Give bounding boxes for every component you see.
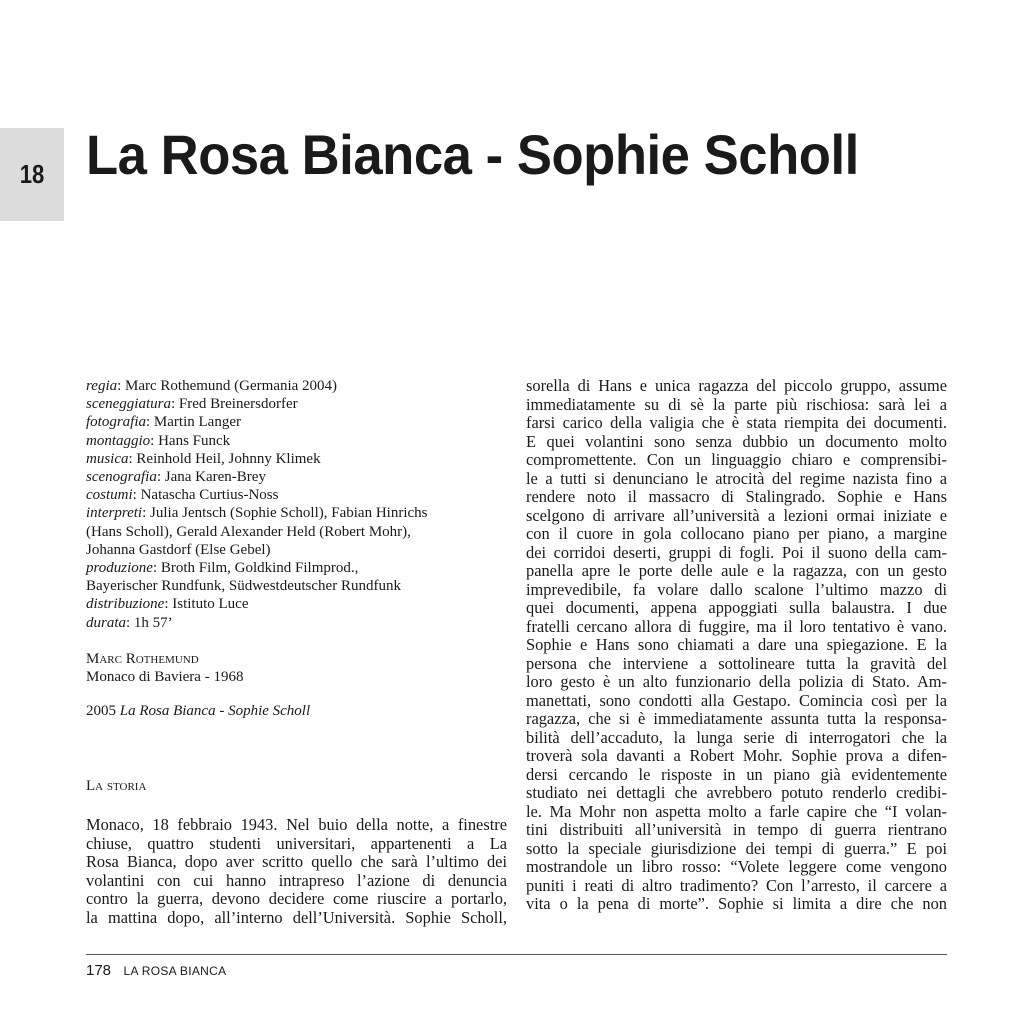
text-line: scelgono di arrivare all’università a lezioni ormai iniziate e [526, 505, 947, 525]
text-line: loro gesto è un alto funzionario della polizia di Stato. Am- [526, 672, 947, 691]
body-text-left-column [86, 816, 507, 927]
text-line: bilità dell’accaduto, la lunga serie di interrogatori che la [526, 727, 947, 747]
credit-role: montaggio [86, 432, 151, 449]
credit-role: distribuzione [86, 596, 165, 613]
text-line: sorella di Hans e unica ragazza del piccolo gruppo, assume [526, 376, 947, 395]
text-line: sotto la speciale giurisdizione dei tempi di guerra.” E poi [526, 838, 947, 858]
text-line: la mattina dopo, all’interno dell’Università. Sophie Scholl, [86, 907, 507, 927]
credit-role: sceneggiatura [86, 396, 171, 413]
credit-value: : Jana Karen-Brey [156, 469, 266, 486]
text-line: le. Ma Mohr non aspetta molto a farle capire che “I volan- [526, 801, 947, 821]
filmography-entry [86, 703, 310, 720]
credit-value: : Marc Rothemund (Germania 2004) [117, 378, 338, 394]
text-line: Rosa Bianca, dopo aver scritto quello che sarà l’ultimo dei [86, 852, 507, 871]
credit-role: produzione [86, 560, 153, 577]
text-line: E quei volantini sono senza dubbio un documento molto [526, 431, 947, 451]
text-line: troverà sola davanti a Robert Mohr. Sophie prova a difen- [526, 746, 947, 765]
filmography-film: La Rosa Bianca - Sophie Scholl [119, 703, 311, 719]
text-line: tini distribuiti all’università in tempo di guerra rientrano [526, 820, 947, 839]
credit-row [86, 377, 506, 395]
credit-row [86, 395, 506, 413]
credit-value: : Fred Breinersdorfer [170, 396, 298, 413]
section-heading: La storia [86, 778, 147, 794]
text-line: contro la guerra, devono decidere come riuscire a portarlo, [86, 889, 507, 908]
director-name: Marc Rothemund [86, 651, 199, 667]
credit-row [86, 523, 506, 541]
film-credits [86, 377, 506, 632]
credit-row [86, 486, 506, 504]
page-number: 178 [86, 962, 112, 979]
text-line: studiato nei dettagli che avrebbero potuto renderlo credibi- [526, 783, 947, 802]
credit-role: interpreti [86, 505, 143, 522]
text-line: le a tutti si denunciano le atrocità del regime nazista fino a [526, 468, 947, 488]
text-line: con il cuore in gola collocano piano per piano, a margine [526, 524, 947, 543]
running-head: LA ROSA BIANCA [123, 964, 227, 978]
text-line: Monaco, 18 febbraio 1943. Nel buio della notte, a finestre [86, 815, 507, 834]
credit-row [86, 413, 506, 431]
credit-value: : 1h 57’ [126, 614, 173, 631]
text-line: immediatamente su di sè la parte più rischiosa: sarà lei a [526, 394, 947, 414]
text-line: quei documenti, appena appoggiati sulla balaustra. I due [526, 598, 947, 617]
credit-role: scenografia [86, 469, 157, 486]
text-line: compromettente. Con un linguaggio chiaro e comprensibi- [526, 450, 947, 469]
filmography-year: 2005 [86, 703, 116, 719]
credit-role: regia [86, 378, 118, 394]
credit-row [86, 468, 506, 486]
credit-role: fotografia [86, 414, 147, 431]
director-birth: Monaco di Baviera - 1968 [86, 669, 244, 686]
page-title: La Rosa Bianca - Sophie Scholl [86, 123, 859, 186]
text-line: volantini con cui hanno intrapreso l’azione di denuncia [86, 870, 507, 890]
credit-value: : Istituto Luce [164, 596, 249, 613]
text-line: Sophie e Hans sono chiamati a dare una spiegazione. E la [526, 635, 947, 654]
credit-role: durata [86, 614, 127, 631]
credit-row [86, 577, 506, 595]
credit-value: : Julia Jentsch (Sophie Scholl), Fabian Hinrichs [142, 505, 428, 522]
credit-row [86, 595, 506, 613]
credit-value: : Broth Film, Goldkind Filmprod., [152, 560, 359, 577]
text-line: chiuse, quattro studenti universitari, appartenenti a La [86, 833, 507, 853]
body-text-right-column [526, 377, 947, 914]
credit-value: : Martin Langer [146, 414, 241, 431]
credit-value: : Natascha Curtius-Noss [132, 487, 279, 504]
credit-row [86, 614, 506, 632]
credit-value: Johanna Gastdorf (Else Gebel) [86, 541, 271, 558]
credit-row [86, 559, 506, 577]
credit-row [86, 504, 506, 522]
credit-value: Bayerischer Rundfunk, Südwestdeutscher Rundfunk [86, 578, 401, 595]
text-line: puniti i reati di altro tradimento? Con l’arresto, il carcere a [526, 875, 947, 895]
credit-row [86, 450, 506, 468]
footer-rule [86, 954, 947, 955]
text-line: mostrandole un libro rosso: “Volete leggere come vengono [526, 857, 947, 876]
text-line: dei corridoi deserti, gruppi di fogli. Poi il suono della cam- [526, 542, 947, 562]
credit-row [86, 432, 506, 450]
credit-row [86, 541, 506, 559]
text-line: farsi carico della valigia che è stata riempita dei documenti. [526, 413, 947, 432]
credit-role: musica [86, 450, 129, 467]
text-line: fratelli cercano allora di fuggire, ma il loro tentativo è vano. [526, 616, 947, 636]
credit-value: : Hans Funck [150, 432, 231, 449]
text-line: vita o la pena di morte”. Sophie si limita a dire che non [526, 894, 947, 913]
credit-role: costumi [86, 487, 133, 504]
text-line: ragazza, che si è immediatamente assunta tutta la responsa- [526, 709, 947, 728]
text-line: manettati, sono condotti alla Gestapo. Comincia così per la [526, 690, 947, 710]
text-line: imprevedibile, fa volare dallo scalone l’ultimo mazzo di [526, 579, 947, 599]
chapter-number: 18 [19, 159, 45, 189]
text-line: persona che interviene a sottolineare tutta la gravità del [526, 653, 947, 673]
text-line: panella apre le porte delle aule e la ragazza, con un gesto [526, 561, 947, 580]
page-footer [86, 962, 226, 980]
credit-value: : Reinhold Heil, Johnny Klimek [128, 450, 321, 467]
director-info [86, 650, 243, 686]
credit-value: (Hans Scholl), Gerald Alexander Held (Robert Mohr), [86, 523, 411, 540]
text-line: dersi cercando le risposte in un piano già evidentemente [526, 764, 947, 784]
text-line: rendere noto il massacro di Stalingrado. Sophie e Hans [526, 487, 947, 506]
